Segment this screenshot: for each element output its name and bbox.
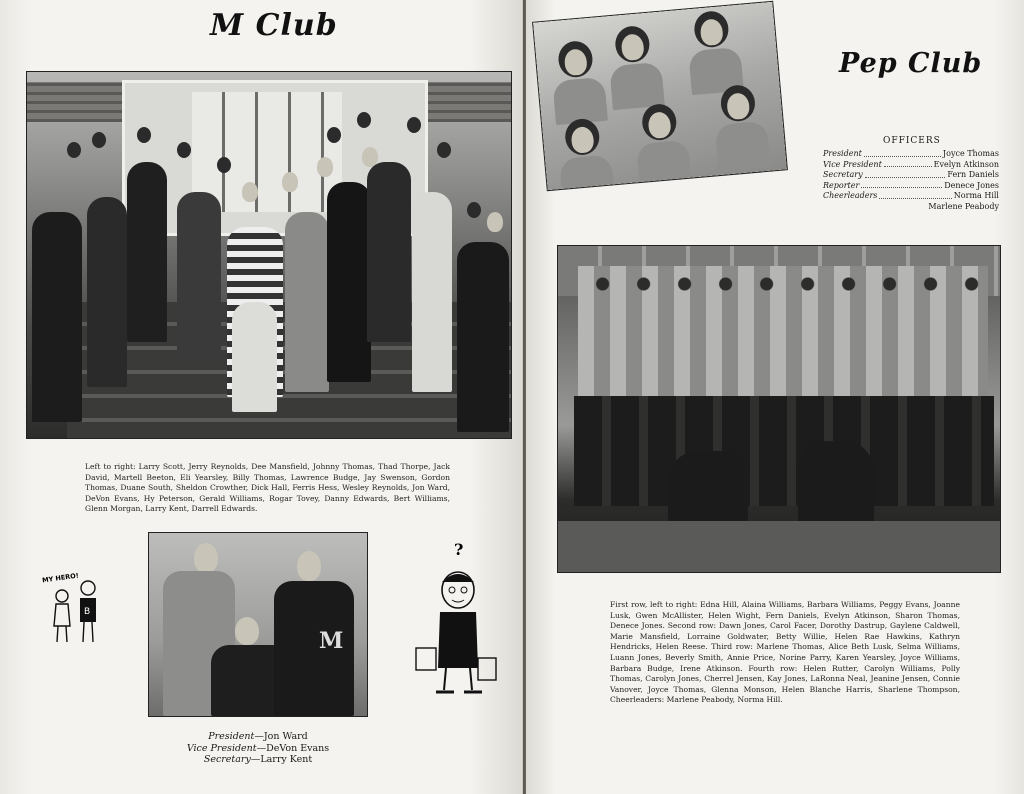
pep-club-title: Pep Club <box>839 48 983 79</box>
pep-officers-heading: OFFICERS <box>883 136 941 146</box>
svg-text:B: B <box>84 607 91 617</box>
m-club-title: M Club <box>210 8 338 43</box>
officer-row: Marlene Peabody <box>928 201 999 211</box>
m-club-officers <box>168 731 348 766</box>
pep-club-group-photo <box>558 246 1000 572</box>
front-row-skirts <box>574 396 994 506</box>
right-page <box>526 0 1024 794</box>
m-club-group-caption: Left to right: Larry Scott, Jerry Reynolds, Dee Mansfield, Johnny Thomas, Thad Thorpe, Jack David, Martell Beeton, Eli Yearsley, Billy Thomas, Lawrence Budge, Jay Swenson, Gordon Thomas, Duane South, Sheldon Crowther, Dick Hall, Ferris Hess, Wesley Reynolds, Jon Ward, DeVon Evans, Hy Peterson, Gerald Williams, Rogar Tovey, Danny Edwards, Bert Williams, Glenn Morgan, Larry Kent, Darrell Edwards. <box>85 462 450 514</box>
cartoon-boy-drawing <box>410 540 500 705</box>
officer-line: Secretary—Larry Kent <box>203 754 313 765</box>
cartoon-boy <box>410 540 500 705</box>
cartoon-couple <box>42 570 112 650</box>
m-club-group-photo <box>27 72 511 438</box>
cheerleaders-photo <box>533 2 787 190</box>
pep-officers-list <box>823 149 999 212</box>
floor <box>558 521 1000 572</box>
officer-line: Vice President—DeVon Evans <box>186 742 330 754</box>
officer-row: Reporter Denece Jones <box>823 180 999 190</box>
officer-row: Secretary Fern Daniels <box>823 170 999 179</box>
crowd <box>27 102 511 438</box>
cartoon-speech-text: MY HERO! <box>41 571 80 585</box>
officer-line: President—Jon Ward <box>208 731 308 742</box>
officer-row: Cheerleaders Norma Hill <box>823 191 999 200</box>
officer-row: President Joyce Thomas <box>823 149 999 158</box>
officer-row: Vice President Evelyn Atkinson <box>823 159 999 169</box>
cartoon-question-mark: ? <box>454 540 464 559</box>
m-club-officers-photo <box>149 533 367 716</box>
pep-club-group-caption: First row, left to right: Edna Hill, Alaina Williams, Barbara Williams, Peggy Evans, Joanne Lusk, Gwen McAllister, Helen Wight, Fern Daniels, Evelyn Atkinson, Sharon Thomas, Denece Jones. Second row: Dawn Jones, Carol Facer, Dorothy Dastrup, Gaylene Caldwell, Marie Mansfield, Lorraine Goldwater, Betty Willie, Helen Rae Hawkins, Kathryn Hendricks, Helen Reese. Third row: Marlene Thomas, Alice Beth Lusk, Selma Williams, Luann Jones, Beverly Smith, Annie Price, Norine Parry, Karen Yearsley, Joyce Williams, Barbara Budge, Irene Atkinson. Fourth row: Helen Rutter, Carolyn Williams, Polly Thomas, Carolyn Jones, Cherrel Jensen, Kay Jones, LaRonna Neal, Jeanine Jensen, Connie Vanover, Joyce Thomas, Glenna Monson, Helen Blanche Harris, Sharlene Thompson, Cheerleaders: Marlene Peabody, Norma Hill. <box>610 600 960 705</box>
letter-m-emblem: M <box>319 628 344 654</box>
